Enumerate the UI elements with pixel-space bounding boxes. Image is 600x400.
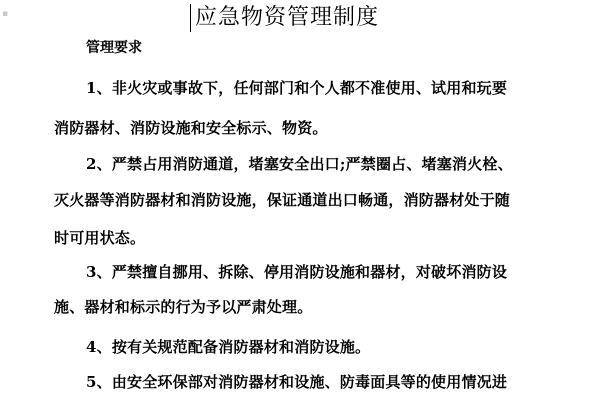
- section-heading[interactable]: 管理要求: [86, 40, 142, 56]
- text-line[interactable]: 消防器材、消防设施和安全标示、物资。: [54, 119, 328, 137]
- text-line[interactable]: 2、严禁占用消防通道，堵塞安全出口;严禁圈占、堵塞消火栓、: [86, 155, 513, 173]
- document-title[interactable]: 应急物资管理制度: [195, 5, 380, 30]
- paragraph-mark-icon: ▪: [2, 9, 9, 19]
- text-line[interactable]: 3、严禁擅自挪用、拆除、停用消防设施和器材，对破坏消防设: [86, 263, 508, 281]
- text-line[interactable]: 时可用状态。: [54, 229, 146, 247]
- text-cursor: [190, 4, 191, 32]
- text-line[interactable]: 1、非火灾或事故下，任何部门和个人都不准使用、试用和玩要: [86, 79, 508, 97]
- text-line[interactable]: 5、由安全环保部对消防器材和设施、防毒面具等的使用情况进: [86, 373, 508, 391]
- text-line[interactable]: 施、器材和标示的行为予以严肃处理。: [54, 298, 313, 316]
- text-line[interactable]: 4、按有关规范配备消防器材和消防设施。: [86, 338, 371, 356]
- text-line[interactable]: 灭火器等消防器材和消防设施，保证通道出口畅通，消防器材处于随: [54, 191, 511, 209]
